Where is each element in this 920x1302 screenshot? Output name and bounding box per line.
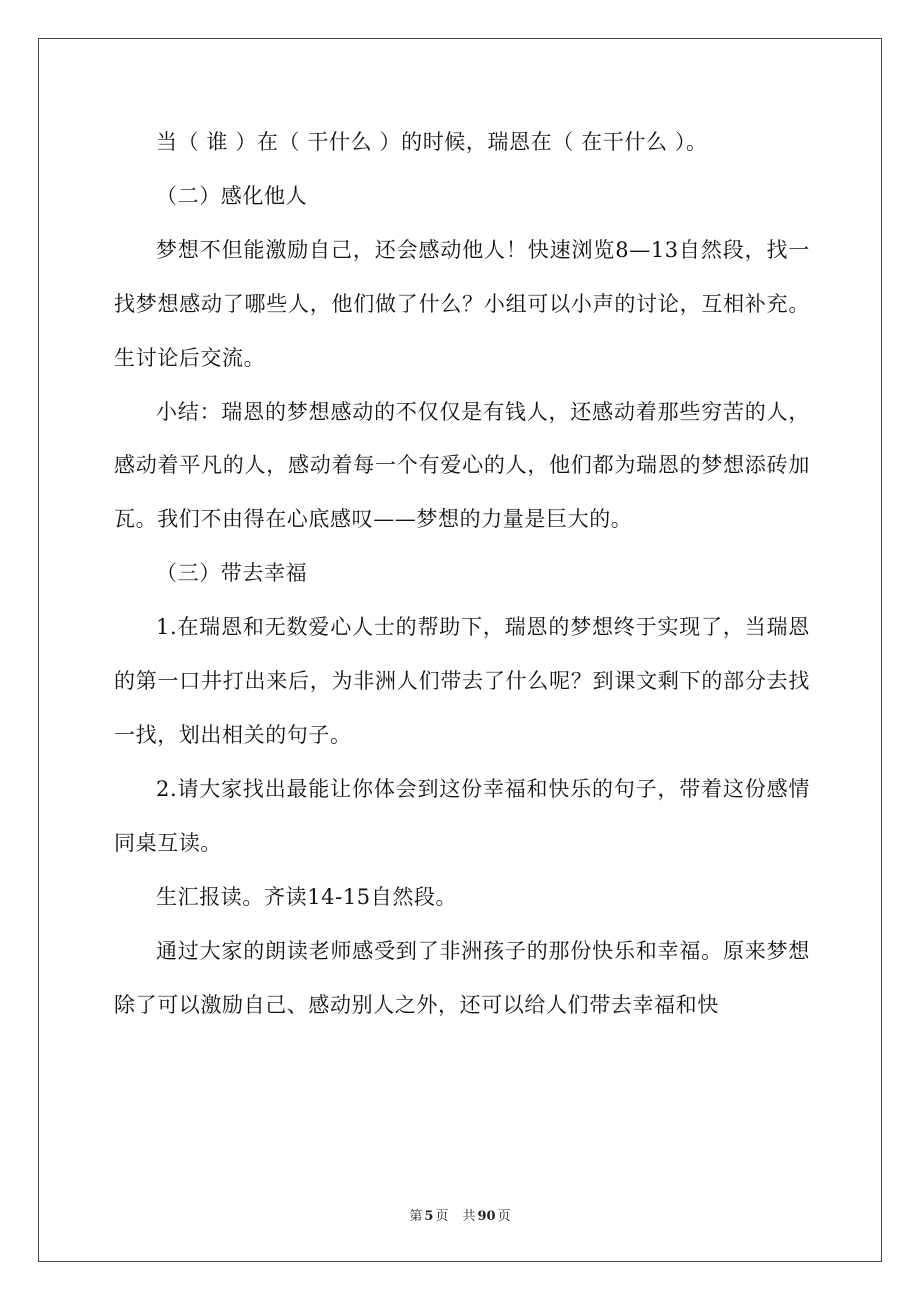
document-body <box>114 116 810 1032</box>
total-suffix: 页 <box>497 1209 511 1224</box>
page-footer <box>0 1205 920 1224</box>
page-number: 5 <box>424 1209 434 1224</box>
paragraph-item-1: 1.在瑞恩和无数爱心人士的帮助下，瑞恩的梦想终于实现了，当瑞恩的第一口井打出来后，为非洲人们带去了什么呢？到课文剩下的部分去找一找，划出相关的句子。 <box>114 615 810 747</box>
page-suffix: 页 <box>435 1209 449 1224</box>
paragraph-3: 梦想不但能激励自己，还会感动他人！快速浏览8—13自然段，找一找梦想感动了哪些人，他们做了什么？小组可以小声的讨论，互相补充。生讨论后交流。 <box>114 237 810 370</box>
paragraph-item-2: 2.请大家找出最能让你体会到这份幸福和快乐的句子，带着这份感情同桌互读。 <box>114 776 810 855</box>
total-pages: 90 <box>477 1209 496 1224</box>
paragraph-conclusion: 通过大家的朗读老师感受到了非洲孩子的那份快乐和幸福。原来梦想除了可以激励自己、感动别人之外，还可以给人们带去幸福和快 <box>114 938 810 1017</box>
paragraph-report: 生汇报读。齐读14-15自然段。 <box>156 884 458 909</box>
total-prefix: 共 <box>462 1209 476 1224</box>
page-prefix: 第 <box>409 1209 423 1224</box>
paragraph-summary: 小结：瑞恩的梦想感动的不仅仅是有钱人，还感动着那些穷苦的人，感动着平凡的人，感动着每一个有爱心的人，他们都为瑞恩的梦想添砖加瓦。我们不由得在心底感叹——梦想的力量是巨大的。 <box>114 399 810 532</box>
section-heading-3: （三）带去幸福 <box>156 561 308 586</box>
paragraph-1: 当（ 谁 ）在（ 干什么 ）的时候，瑞恩在（ 在干什么 ）。 <box>156 130 708 154</box>
section-heading-2: （二）感化他人 <box>156 183 308 208</box>
